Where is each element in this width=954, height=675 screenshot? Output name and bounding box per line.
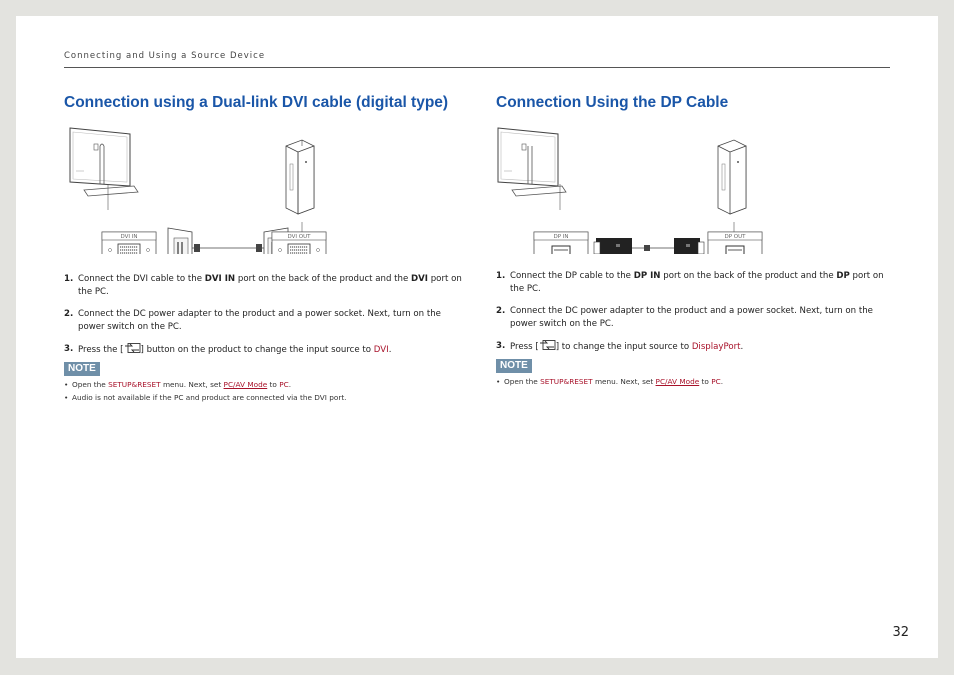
input-source-value: DisplayPort — [691, 342, 741, 352]
menu-name: SETUP&RESET — [108, 380, 161, 389]
source-input-icon — [539, 340, 556, 351]
dvi-section — [64, 94, 464, 402]
step-text: port on the PC. — [78, 274, 462, 297]
dp-out-label: DP OUT — [724, 234, 746, 240]
option-value: PC — [279, 380, 289, 389]
step-text: port on the back of the product and the — [660, 271, 837, 281]
menu-name: SETUP&RESET — [540, 377, 593, 386]
pc-tower-icon — [718, 140, 746, 234]
step-text: Press [ — [510, 342, 539, 352]
dp-step-2 — [496, 305, 896, 331]
step-text: Press the [ — [78, 345, 124, 355]
dvi-out-label: DVI OUT — [287, 234, 311, 240]
page-number: 32 — [892, 625, 909, 640]
dvi-step-2 — [64, 308, 464, 334]
header-divider — [64, 67, 890, 68]
note-text: to — [699, 377, 712, 386]
dvi-step-3 — [64, 343, 464, 357]
note-text: . — [720, 377, 724, 386]
running-header: Connecting and Using a Source Device — [64, 51, 266, 61]
step-bold: DP IN — [633, 271, 661, 281]
dp-out-port — [708, 232, 762, 254]
note-text: . — [288, 380, 292, 389]
manual-page — [16, 16, 938, 658]
dvi-steps — [64, 273, 464, 366]
note-badge: NOTE — [496, 359, 532, 373]
dp-connection-diagram — [496, 124, 896, 254]
input-source-value: DVI — [373, 345, 389, 355]
dvi-step-1 — [64, 273, 464, 299]
dp-step-1 — [496, 270, 896, 296]
dp-step-3 — [496, 340, 896, 354]
step-number: 2. — [64, 309, 74, 319]
monitor-icon — [498, 128, 566, 210]
step-text: ] to change the input source to — [555, 342, 692, 352]
dp-in-label: DP IN — [553, 234, 569, 240]
pc-tower-icon — [286, 140, 314, 234]
dvi-out-port — [272, 232, 326, 254]
step-text: port on the back of the product and the — [235, 274, 412, 284]
dp-section — [496, 94, 896, 386]
dvi-section-title: Connection using a Dual-link DVI cable (digital type) — [64, 94, 449, 111]
option-name: PC/AV Mode — [223, 380, 268, 389]
dp-section-title: Connection Using the DP Cable — [496, 94, 729, 111]
dp-steps — [496, 270, 896, 363]
dvi-note-2 — [64, 391, 347, 404]
step-text: port on the PC. — [510, 271, 884, 294]
dvi-in-port — [102, 232, 156, 254]
step-bold: DP — [836, 271, 850, 281]
step-text: . — [388, 345, 392, 355]
note-badge: NOTE — [64, 362, 100, 376]
dvi-notes — [64, 378, 347, 404]
note-text: Open the — [72, 380, 109, 389]
option-value: PC — [711, 377, 721, 386]
note-text: to — [267, 380, 280, 389]
option-name: PC/AV Mode — [655, 377, 700, 386]
dp-notes — [496, 375, 723, 388]
step-number: 3. — [64, 344, 74, 354]
step-text: Connect the DC power adapter to the product and a power socket. Next, turn on the power switch on the PC. — [510, 306, 873, 329]
step-number: 1. — [496, 271, 506, 281]
dvi-in-label: DVI IN — [120, 234, 138, 240]
step-bold: DVI IN — [204, 274, 236, 284]
dvi-cable — [168, 228, 288, 254]
step-number: 3. — [496, 341, 506, 351]
dp-cable — [594, 238, 704, 254]
dvi-note-1 — [64, 378, 347, 391]
step-number: 1. — [64, 274, 74, 284]
source-input-icon — [124, 343, 141, 354]
step-text: ] button on the product to change the input source to — [140, 345, 374, 355]
step-number: 2. — [496, 306, 506, 316]
dp-in-port — [534, 232, 588, 254]
note-text: Open the — [504, 377, 541, 386]
note-text: menu. Next, set — [592, 377, 656, 386]
step-bold: DVI — [411, 274, 428, 284]
note-text: menu. Next, set — [160, 380, 224, 389]
monitor-icon — [70, 128, 138, 210]
dp-note-1 — [496, 375, 723, 388]
note-text: Audio is not available if the PC and product are connected via the DVI port. — [72, 393, 347, 402]
step-text: . — [740, 342, 744, 352]
step-text: Connect the DVI cable to the — [78, 274, 205, 284]
step-text: Connect the DP cable to the — [510, 271, 634, 281]
dvi-connection-diagram — [64, 124, 464, 254]
step-text: Connect the DC power adapter to the product and a power socket. Next, turn on the power switch on the PC. — [78, 309, 441, 332]
